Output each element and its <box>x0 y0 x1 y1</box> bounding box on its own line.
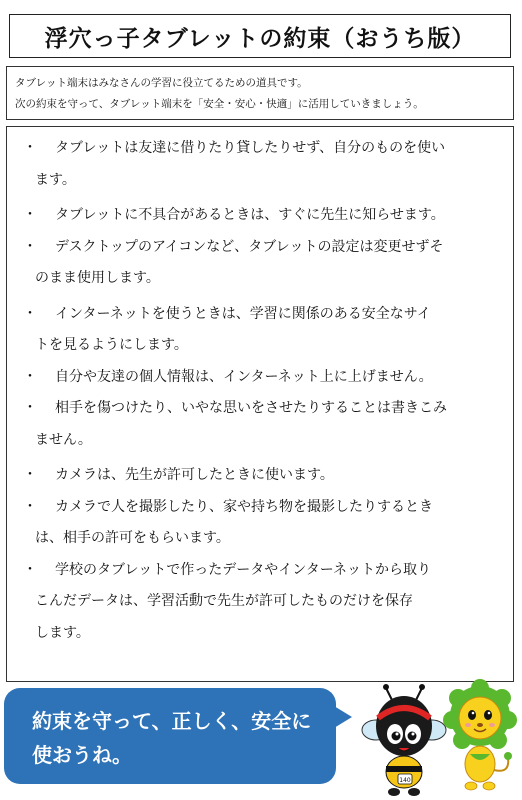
intro-line: 次の約束を守って、タブレット端末を「安全・安心・快適」に活用していきましょう。 <box>15 98 424 110</box>
rule-item <box>17 555 505 650</box>
rule-item <box>17 200 505 232</box>
rule-line: 学校のタブレットで作ったデータやインターネットから取り <box>55 561 432 578</box>
rule-line: タブレットに不具合があるときは、すぐに先生に知らせます。 <box>55 207 445 223</box>
rule-item <box>17 492 505 555</box>
bullet: ・ <box>23 498 37 515</box>
rules-box <box>6 126 514 682</box>
lion-mascot <box>443 679 517 790</box>
bubble-line: 約束を守って、正しく、安全に <box>32 709 312 733</box>
rule-item <box>17 460 505 492</box>
rule-line: 相手を傷つけたり、いやな思いをさせたりすることは書きこみ <box>55 400 447 416</box>
bubble-line: 使おうね。 <box>32 743 132 767</box>
rule-line: ます。 <box>35 171 76 188</box>
bullet: ・ <box>23 238 37 255</box>
bullet: ・ <box>23 207 37 223</box>
bullet: ・ <box>23 467 37 483</box>
rule-item <box>17 133 505 196</box>
rule-line: 自分や友達の個人情報は、インターネット上に上げません。 <box>55 368 433 385</box>
bullet: ・ <box>23 400 37 416</box>
bullet: ・ <box>23 305 37 322</box>
bullet: ・ <box>23 561 37 578</box>
rule-line: します。 <box>35 624 90 641</box>
intro-line: タブレット端末はみなさんの学習に役立てるための道具です。 <box>15 77 308 89</box>
intro-box <box>6 66 514 120</box>
rule-line: インターネットを使うときは、学習に関係のある安全なサイ <box>55 305 431 322</box>
rule-item <box>17 362 505 394</box>
rule-item <box>17 299 505 362</box>
title-box <box>9 14 511 58</box>
rule-item <box>17 232 505 295</box>
bee-badge: 140 <box>399 777 411 784</box>
bee-mascot <box>362 684 446 796</box>
rule-line: ません。 <box>35 431 92 448</box>
rule-line: タブレットは友達に借りたり貸したりせず、自分のものを使い <box>55 140 446 156</box>
bullet: ・ <box>23 140 37 156</box>
rule-line: デスクトップのアイコンなど、タブレットの設定は変更せずそ <box>55 238 444 255</box>
rule-item <box>17 393 505 456</box>
rule-line: は、相手の許可をもらいます。 <box>35 530 230 546</box>
rule-line: トを見るようにします。 <box>35 337 188 353</box>
rule-line: カメラは、先生が許可したときに使います。 <box>55 467 334 483</box>
speech-bubble <box>4 688 336 784</box>
mascot-illustration <box>358 678 520 798</box>
bullet: ・ <box>23 368 37 385</box>
speech-bubble-tail <box>334 706 352 728</box>
rule-line: のまま使用します。 <box>35 270 160 286</box>
page-title: 浮穴っ子タブレットの約束（おうち版） <box>44 25 476 52</box>
rule-line: カメラで人を撮影したり、家や持ち物を撮影したりするとき <box>55 498 433 515</box>
rule-line: こんだデータは、学習活動で先生が許可したものだけを保存 <box>35 593 413 609</box>
